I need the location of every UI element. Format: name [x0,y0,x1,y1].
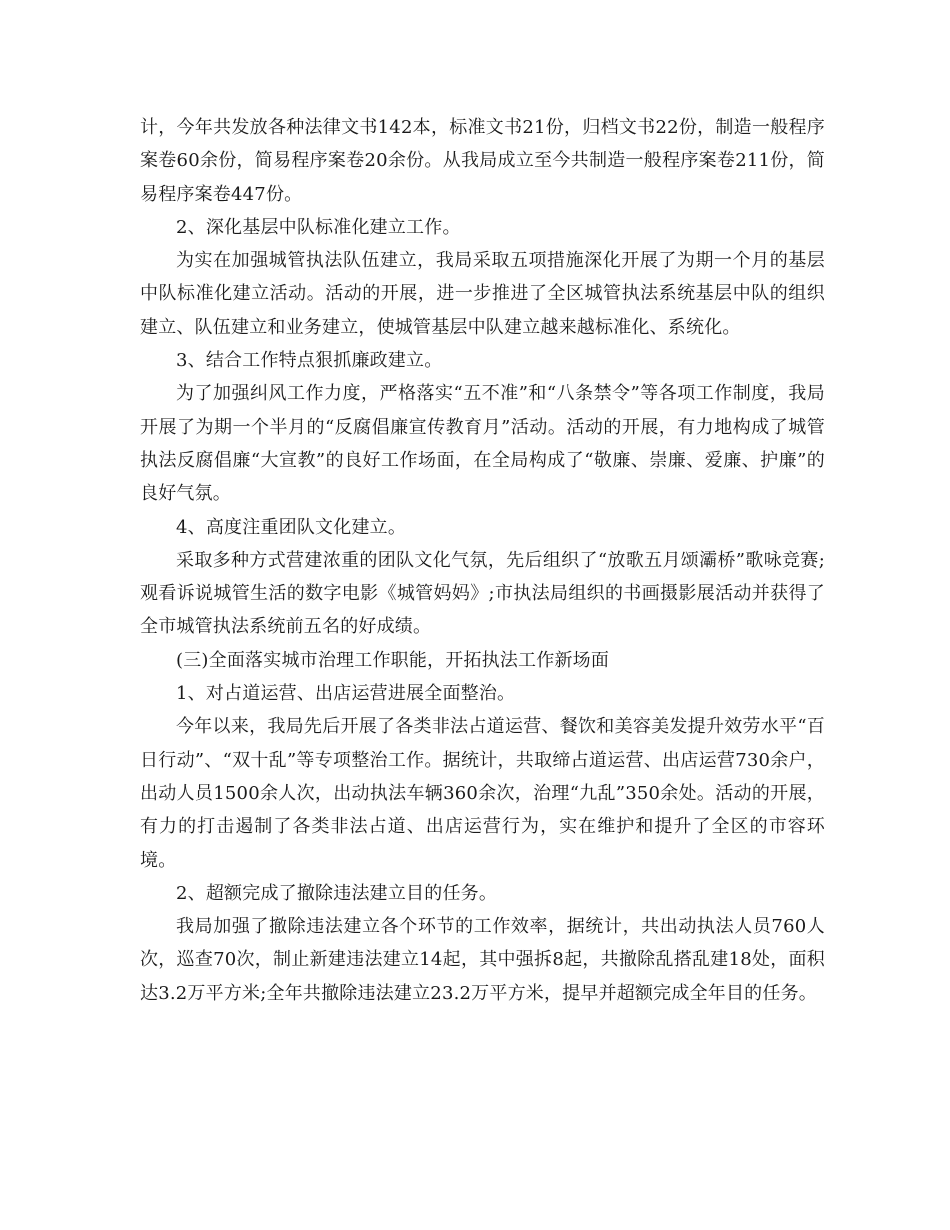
section-heading-3: 3、结合工作特点狠抓廉政建立。 [176,350,443,372]
section-heading-1: 1、对占道运营、出店运营进展全面整治。 [176,683,516,705]
paragraph: 采取多种方式营建浓重的团队文化气氛，先后组织了“放歌五月颂灞桥”歌咏竞赛;观看诉说城管生活的数字电影《城管妈妈》;市执法局组织的书画摄影展活动并获得了全市城管执法系统前五名的好成绩。 [140,549,825,638]
section-heading-4: 4、高度注重团队文化建立。 [176,516,407,538]
paragraph: 为实在加强城管执法队伍建立，我局采取五项措施深化开展了为期一个月的基层中队标准化建立活动。活动的开展，进一步推进了全区城管执法系统基层中队的组织建立、队伍建立和业务建立，使城管基层中队建立越来越标准化、系统化。 [140,250,825,338]
section-heading-2b: 2、超额完成了撤除违法建立目的任务。 [176,882,498,904]
paragraph-continuation: 计，今年共发放各种法律文书142本，标准文书21份，归档文书22份，制造一般程序案卷60余份，简易程序案卷20余份。从我局成立至今共制造一般程序案卷211份，简易程序案卷447份。 [140,117,825,205]
paragraph: 为了加强纠风工作力度，严格落实“五不准”和“八条禁令”等各项工作制度，我局开展了为期一个半月的“反腐倡廉宣传教育月”活动。活动的开展，有力地构成了城管执法反腐倡廉“大宣教”的良好工作场面，在全局构成了“敬廉、崇廉、爱廉、护廉”的良好气氛。 [140,383,825,505]
section-heading-part-3: (三)全面落实城市治理工作职能，开拓执法工作新场面 [176,649,610,671]
section-heading-2: 2、深化基层中队标准化建立工作。 [176,216,461,238]
paragraph: 我局加强了撤除违法建立各个环节的工作效率，据统计，共出动执法人员760人次，巡查70次，制止新建违法建立14起，其中强拆8起，共撤除乱搭乱建18处，面积达3.2万平方米;全年共撤除违法建立23.2万平方米，提早并超额完成全年目的任务。 [140,916,825,1004]
paragraph: 今年以来，我局先后开展了各类非法占道运营、餐饮和美容美发提升效劳水平“百日行动”、“双十乱”等专项整治工作。据统计，共取缔占道运营、出店运营730余户，出动人员1500余人次，出动执法车辆360余次，治理“九乱”350余处。活动的开展，有力的打击遏制了各类非法占道、出店运营行为，实在维护和提升了全区的市容环境。 [140,716,825,871]
document-body [140,111,825,1010]
